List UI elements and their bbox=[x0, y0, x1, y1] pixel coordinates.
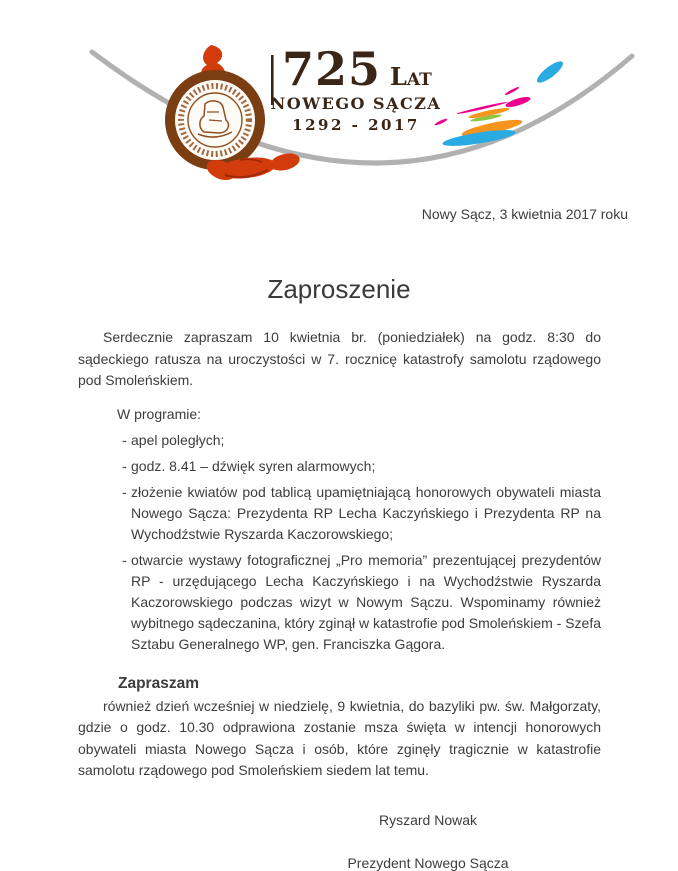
color-ribbons bbox=[434, 58, 566, 149]
intro-paragraph: Serdecznie zapraszam 10 kwietnia br. (poniedziałek) na godz. 8:30 do sądeckiego ratusza na uroczystości w 7. rocznicę katastrofy samolotu rządowego pod Smoleńskiem. bbox=[78, 329, 601, 388]
closing-section bbox=[0, 675, 678, 782]
list-item bbox=[78, 456, 601, 477]
list-dash: - bbox=[122, 483, 127, 500]
list-item bbox=[78, 550, 601, 655]
list-item-text: apel poległych; bbox=[131, 431, 225, 448]
logo-anniversary bbox=[268, 42, 444, 96]
list-dash: - bbox=[122, 431, 127, 448]
list-dash: - bbox=[122, 551, 127, 568]
logo-lat-word: Lat bbox=[390, 62, 432, 91]
logo-year-range: 1292 - 2017 bbox=[292, 116, 420, 134]
signature-title: Prezydent Nowego Sącza bbox=[347, 854, 509, 871]
list-item-text: otwarcie wystawy fotograficznej „Pro memoria” prezentującej prezydentów RP - urzędującego Lecha Kaczyńskiego i na Wychodźstwie Ryszarda Kaczorowskiego podczas wizyt w Nowym Sączu. Wspominamy również wybitnego sądeczanina, który zginął w katastrofie pod Smoleńskiem - Szefa Sztabu Generalnego WP, gen. Franciszka Gągora. bbox=[131, 551, 602, 652]
logo-number: 725 bbox=[282, 42, 382, 96]
program-heading: W programie: bbox=[117, 405, 202, 422]
logo-header bbox=[0, 0, 678, 198]
closing-heading: Zapraszam bbox=[118, 674, 199, 692]
list-item-text: godz. 8.41 – dźwięk syren alarmowych; bbox=[131, 457, 376, 474]
logo-city-name: NOWEGO SĄCZA bbox=[270, 94, 442, 113]
logo-text bbox=[268, 42, 444, 134]
date-line: Nowy Sącz, 3 kwietnia 2017 roku bbox=[421, 206, 628, 222]
signature-name: Ryszard Nowak bbox=[378, 811, 478, 828]
list-dash: - bbox=[122, 457, 127, 474]
list-item bbox=[78, 482, 601, 545]
list-item-text: złożenie kwiatów pod tablicą upamiętniającą honorowych obywateli miasta Nowego Sącza: Prezydenta RP Lecha Kaczyńskiego i Prezydenta RP na Wychodźstwie Ryszarda Kaczorowskiego; bbox=[131, 483, 601, 542]
list-item bbox=[78, 430, 601, 451]
page-title: Zaproszenie bbox=[267, 274, 411, 304]
closing-paragraph: również dzień wcześniej w niedzielę, 9 kwietnia, do bazyliki pw. św. Małgorzaty, gdzie o godz. 10.30 odprawiona zostanie msza święta w intencji honorowych obywateli miasta Nowego Sącza i osób, które zginęły tragicznie w katastrofie samolotu rządowego pod Smoleńskiem siedem lat temu. bbox=[78, 697, 601, 778]
program-section bbox=[0, 404, 678, 655]
signature-block bbox=[322, 812, 534, 871]
